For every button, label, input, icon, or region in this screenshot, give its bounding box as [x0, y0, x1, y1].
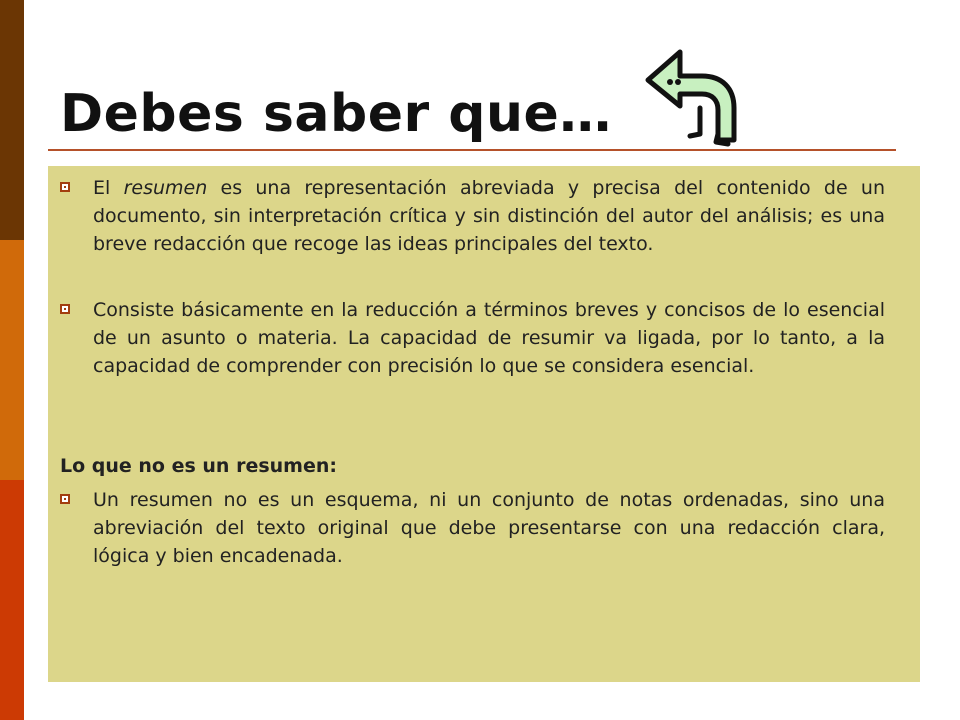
slide-title: Debes saber que…: [60, 84, 612, 144]
bullet-item-definition: El resumen es una representación abreviada y precisa del contenido de un documento, sin interpretación crítica y sin distinción del autor del análisis; es una breve redacción que recoge las ideas principales del texto.: [60, 174, 885, 258]
sidebar-bar-red: [0, 480, 24, 720]
back-arrow-character-icon: [640, 44, 740, 148]
title-underline: [48, 149, 896, 151]
square-bullet-icon: [60, 304, 70, 314]
bullet-item-not-summary: Un resumen no es un esquema, ni un conjunto de notas ordenadas, sino una abreviación del texto original que debe presentarse con una redacción clara, lógica y bien encadenada.: [60, 486, 885, 570]
square-bullet-icon: [60, 182, 70, 192]
sidebar-color-bars: [0, 0, 24, 720]
bullet-item-consiste: Consiste básicamente en la reducción a términos breves y concisos de lo esencial de un asunto o materia. La capacidad de resumir va ligada, por lo tanto, a la capacidad de comprender con precisión lo que se considera esencial.: [60, 296, 885, 380]
square-bullet-icon: [60, 494, 70, 504]
sidebar-bar-dark-brown: [0, 0, 24, 240]
content-panel: [48, 166, 920, 682]
subheading-not-summary: Lo que no es un resumen:: [60, 455, 337, 477]
sidebar-bar-orange: [0, 240, 24, 480]
